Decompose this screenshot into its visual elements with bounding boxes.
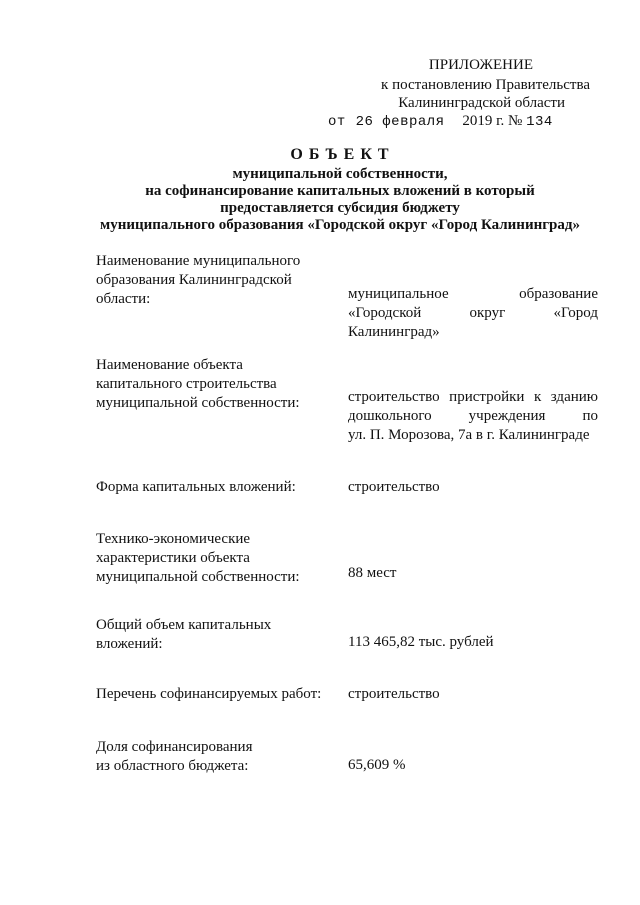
row-label-municipality: Наименование муниципального образования Калининградской области:: [96, 253, 301, 307]
date-year: 2019 г.: [462, 113, 505, 129]
row-value-investment-form: строительство: [348, 479, 440, 495]
header-line-2: Калининградской области: [398, 95, 565, 111]
date-prefix: от: [328, 114, 346, 130]
row-value-object-name: строительство пристройки к зданию дошкольного учреждения по ул. П. Морозова, 7а в г. Калининграде: [348, 389, 598, 443]
row-value-municipality: муниципальное образование «Городской округ «Город Калининград»: [348, 286, 598, 340]
date-day-month: 26 февраля: [355, 114, 445, 130]
row-label-investment-form: Форма капитальных вложений:: [96, 479, 296, 495]
title-line-3: предоставляется субсидия бюджету: [220, 200, 460, 216]
row-value-characteristics: 88 мест: [348, 565, 397, 581]
row-label-object-name: Наименование объекта капитального строительства муниципальной собственности:: [96, 357, 300, 411]
row-value-cofinancing-share: 65,609 %: [348, 757, 406, 773]
row-label-works-list: Перечень софинансируемых работ:: [96, 686, 322, 702]
number-sign: №: [508, 113, 523, 129]
header-title: ПРИЛОЖЕНИЕ: [428, 57, 533, 73]
document-heading: О Б Ъ Е К Т: [290, 146, 390, 163]
row-value-total-investment: 113 465,82 тыс. рублей: [348, 634, 494, 650]
header-line-1: к постановлению Правительства: [381, 77, 590, 93]
row-value-works-list: строительство: [348, 686, 440, 702]
title-line-2: на софинансирование капитальных вложений в который: [145, 183, 535, 199]
title-line-4: муниципального образования «Городской округ «Город Калининград»: [100, 217, 580, 233]
title-line-1: муниципальной собственности,: [232, 166, 448, 182]
row-label-characteristics: Технико-экономические характеристики объекта муниципальной собственности:: [96, 531, 300, 585]
row-label-total-investment: Общий объем капитальных вложений:: [96, 617, 272, 652]
document-number: 134: [526, 114, 553, 130]
header-date-line: [328, 112, 553, 132]
row-label-cofinancing-share: Доля софинансирования из областного бюджета:: [96, 739, 253, 774]
